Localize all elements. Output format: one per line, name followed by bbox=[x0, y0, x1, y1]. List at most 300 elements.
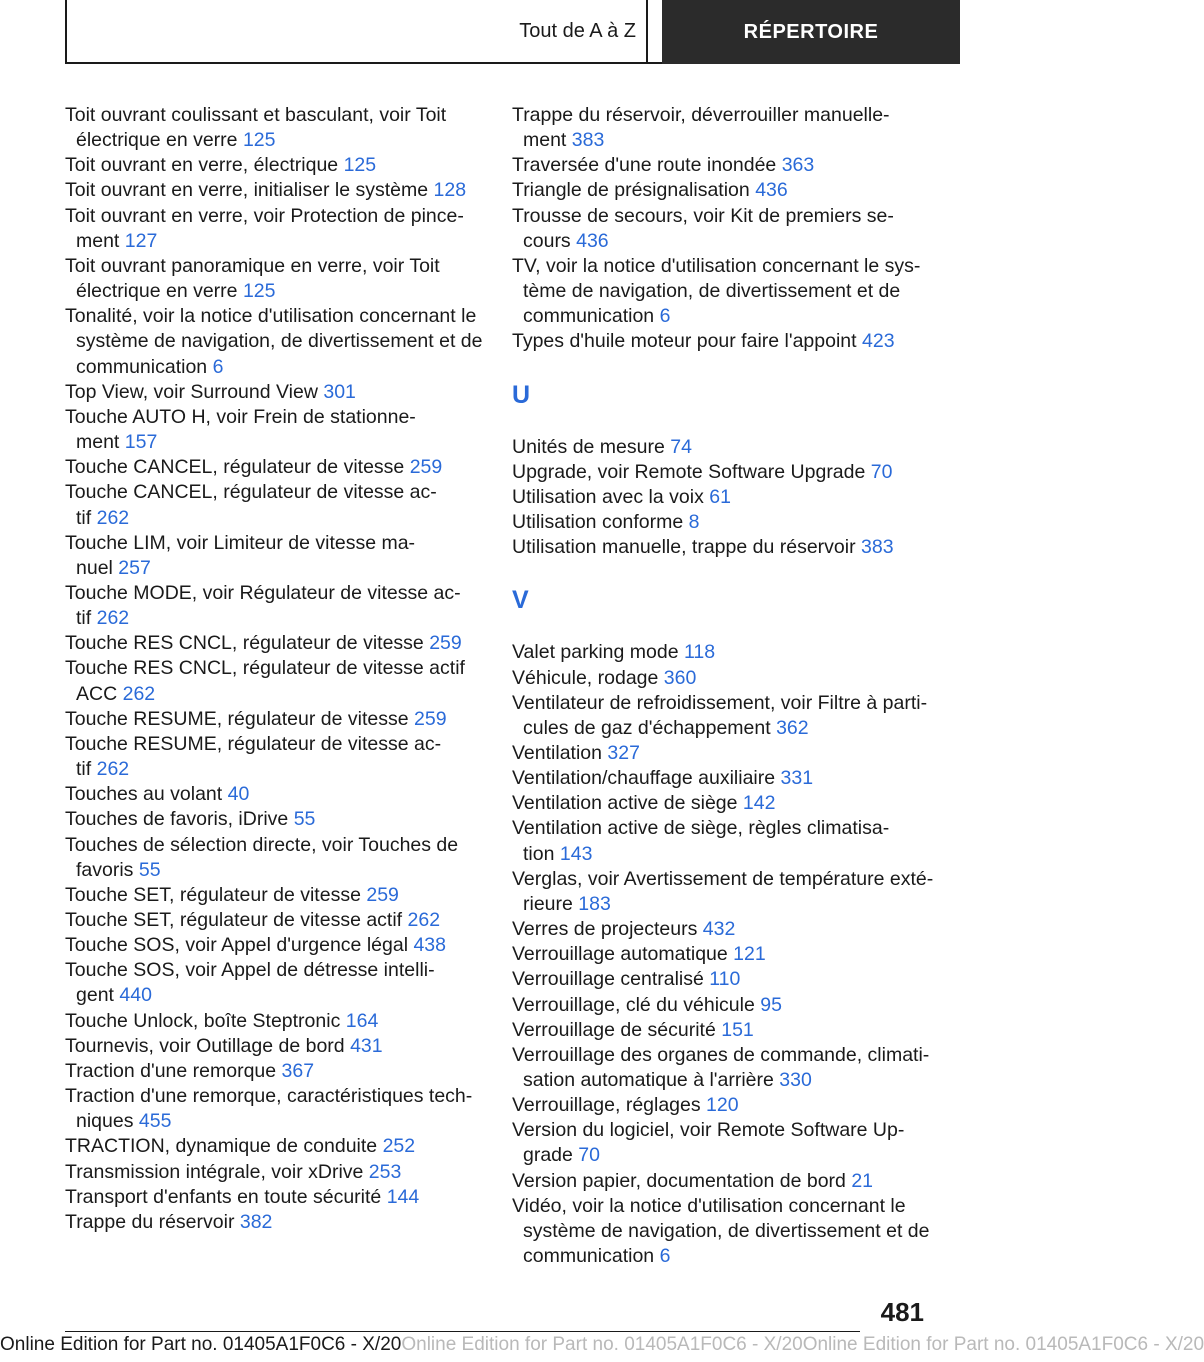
index-entry-text: communication bbox=[523, 305, 655, 328]
index-entry bbox=[65, 1059, 490, 1084]
header-divider bbox=[646, 0, 648, 62]
index-page-link[interactable]: 259 bbox=[414, 707, 447, 730]
index-entry-text: Touches au volant bbox=[65, 783, 223, 806]
index-entry-line bbox=[512, 279, 932, 304]
index-entry-text: Touche RES CNCL, régulateur de vitesse bbox=[65, 632, 424, 655]
index-column-right bbox=[512, 103, 932, 1269]
index-page-link[interactable]: 125 bbox=[343, 154, 377, 177]
index-entry-text: Ventilation active de siège bbox=[512, 792, 738, 815]
index-entry-text: Transmission intégrale, voir xDrive bbox=[65, 1160, 364, 1183]
index-page-link[interactable]: 436 bbox=[576, 229, 609, 252]
index-entry-text: Transport d'enfants en toute sécurité bbox=[65, 1185, 382, 1208]
index-entry-text: nuel bbox=[76, 556, 113, 579]
index-entry-line bbox=[65, 1210, 490, 1235]
index-page-link[interactable]: 144 bbox=[386, 1185, 420, 1208]
header-chapter-tab[interactable]: RÉPERTOIRE bbox=[662, 0, 960, 64]
index-entry bbox=[65, 103, 490, 153]
index-entry-line bbox=[65, 1009, 490, 1034]
index-entry-line bbox=[65, 128, 490, 153]
index-entry-line bbox=[512, 229, 932, 254]
index-column-left bbox=[65, 103, 490, 1235]
index-page-link[interactable]: 262 bbox=[122, 682, 156, 705]
index-entry bbox=[512, 640, 932, 665]
index-page-link[interactable]: 440 bbox=[119, 984, 152, 1007]
index-entry bbox=[512, 1043, 932, 1093]
header-left-rule bbox=[65, 0, 67, 64]
index-page-link[interactable]: 118 bbox=[684, 641, 716, 664]
index-page-link[interactable]: 125 bbox=[242, 129, 276, 152]
index-page-link[interactable]: 8 bbox=[688, 511, 700, 534]
index-entry-text: Ventilateur de refroidissement, voir Filtre à parti‐ bbox=[512, 691, 928, 714]
index-entry-line bbox=[65, 405, 490, 430]
index-entry bbox=[512, 993, 932, 1018]
index-entry bbox=[65, 782, 490, 807]
index-entry-text: Toit ouvrant coulissant et basculant, voir Toit bbox=[65, 104, 447, 126]
index-page-link[interactable]: 151 bbox=[721, 1018, 754, 1041]
index-entry-text: Verrouillage, réglages bbox=[512, 1094, 701, 1117]
index-entry-line bbox=[512, 942, 932, 967]
index-entry-line bbox=[512, 128, 932, 153]
index-entry-line bbox=[65, 430, 490, 455]
index-entry-text: Touche RESUME, régulateur de vitesse ac‐ bbox=[65, 732, 442, 755]
index-entry bbox=[512, 204, 932, 254]
index-page-link[interactable]: 455 bbox=[138, 1110, 172, 1133]
index-entry-line bbox=[512, 1018, 932, 1043]
index-entry bbox=[65, 1134, 490, 1159]
index-entry-text: ment bbox=[523, 129, 567, 152]
index-entry-text: Verglas, voir Avertissement de température exté‐ bbox=[512, 867, 934, 890]
index-entry-text: niques bbox=[76, 1110, 134, 1133]
index-entry-text: Traction d'une remorque, caractéristiques tech‐ bbox=[65, 1085, 473, 1108]
index-entry-text: Toit ouvrant en verre, initialiser le système bbox=[65, 179, 429, 202]
index-page-link[interactable]: 95 bbox=[760, 993, 782, 1016]
index-page-link[interactable]: 183 bbox=[578, 892, 611, 915]
index-entry-text: Touche MODE, voir Régulateur de vitesse ac‐ bbox=[65, 581, 461, 604]
index-entry bbox=[512, 178, 932, 203]
index-entry-text: Verrouillage automatique bbox=[512, 943, 728, 966]
index-entry bbox=[512, 535, 932, 560]
index-entry-line bbox=[65, 204, 490, 229]
index-page-link[interactable]: 382 bbox=[239, 1210, 273, 1233]
index-entry-line bbox=[65, 807, 490, 832]
index-entry bbox=[65, 178, 490, 203]
index-entry-line bbox=[65, 732, 490, 757]
index-page-link[interactable]: 127 bbox=[124, 229, 158, 252]
index-page-link[interactable]: 164 bbox=[345, 1009, 379, 1032]
index-entry-line bbox=[512, 691, 932, 716]
index-entry-text: Trappe du réservoir, déverrouiller manuelle‐ bbox=[512, 104, 890, 126]
index-entry bbox=[65, 807, 490, 832]
index-entry bbox=[512, 254, 932, 329]
index-entry-text: Touche AUTO H, voir Frein de stationne‐ bbox=[65, 405, 416, 428]
index-entry-line bbox=[512, 842, 932, 867]
index-page-link[interactable]: 363 bbox=[781, 154, 815, 177]
index-entry-line bbox=[65, 304, 490, 329]
index-page-link[interactable]: 259 bbox=[409, 456, 443, 479]
index-page-link[interactable]: 6 bbox=[212, 355, 224, 378]
index-entry-line bbox=[512, 1244, 932, 1269]
index-entry bbox=[512, 1018, 932, 1043]
index-entry-text: Ventilation bbox=[512, 741, 602, 764]
index-entry-line bbox=[512, 640, 932, 665]
index-entry-text: Touche SOS, voir Appel de détresse intelli‐ bbox=[65, 959, 435, 982]
index-entry-line bbox=[512, 435, 932, 460]
index-page-link[interactable]: 55 bbox=[138, 858, 161, 881]
index-entry-text: Utilisation manuelle, trappe du réservoir bbox=[512, 536, 856, 559]
index-entry-text: Touche RES CNCL, régulateur de vitesse actif bbox=[65, 657, 465, 680]
index-entry-line bbox=[65, 153, 490, 178]
index-entry bbox=[512, 1118, 932, 1168]
index-entry-line bbox=[512, 892, 932, 917]
index-entry-text: Touche SET, régulateur de vitesse bbox=[65, 883, 361, 906]
index-entry bbox=[65, 455, 490, 480]
index-page-link[interactable]: 125 bbox=[242, 280, 276, 303]
index-entry-text: Touche LIM, voir Limiteur de vitesse ma‐ bbox=[65, 531, 416, 554]
index-entry-text: Upgrade, voir Remote Software Upgrade bbox=[512, 460, 866, 483]
index-page-link[interactable]: 157 bbox=[124, 431, 158, 454]
index-entry-line bbox=[65, 1185, 490, 1210]
index-entry-text: Vidéo, voir la notice d'utilisation concernant le bbox=[512, 1194, 906, 1217]
index-entry-text: Toit ouvrant en verre, électrique bbox=[65, 154, 339, 177]
index-page-link[interactable]: 438 bbox=[413, 934, 446, 957]
index-entry-line bbox=[65, 958, 490, 983]
index-page-link[interactable]: 436 bbox=[755, 179, 788, 202]
index-page-link[interactable]: 262 bbox=[96, 506, 130, 529]
index-entry-text: Touche Unlock, boîte Steptronic bbox=[65, 1009, 341, 1032]
index-page-link[interactable]: 6 bbox=[659, 1245, 671, 1268]
index-entry bbox=[512, 435, 932, 460]
index-page-link[interactable]: 423 bbox=[862, 330, 895, 353]
index-entry-text: tif bbox=[76, 758, 92, 781]
index-entry-text: Version du logiciel, voir Remote Software Up‐ bbox=[512, 1119, 905, 1142]
page-number: 481 bbox=[880, 1297, 924, 1327]
index-entry bbox=[65, 480, 490, 530]
index-entry-text: tif bbox=[76, 607, 92, 630]
index-entry-line bbox=[512, 1068, 932, 1093]
index-page-link[interactable]: 262 bbox=[407, 909, 441, 931]
index-entry-line bbox=[512, 766, 932, 791]
index-entry-line bbox=[65, 178, 490, 203]
index-entry bbox=[65, 1185, 490, 1210]
index-entry bbox=[65, 1160, 490, 1185]
header-section-title: Tout de A à Z bbox=[519, 19, 636, 42]
index-entry-text: sation automatique à l'arrière bbox=[523, 1069, 774, 1091]
index-entry-text: tion bbox=[523, 842, 555, 865]
index-page-link[interactable]: 70 bbox=[578, 1144, 600, 1167]
index-entry-line bbox=[65, 1109, 490, 1134]
index-entry bbox=[65, 732, 490, 782]
index-entry-line bbox=[512, 1219, 932, 1244]
index-entry-text: Traversée d'une route inondée bbox=[512, 154, 777, 177]
index-entry bbox=[512, 666, 932, 691]
index-entry-line bbox=[65, 103, 490, 128]
index-page-link[interactable]: 61 bbox=[709, 485, 731, 508]
index-entry-line bbox=[65, 883, 490, 908]
index-entry-text: Véhicule, rodage bbox=[512, 666, 659, 689]
index-entry-line bbox=[65, 983, 490, 1008]
index-page-link[interactable]: 142 bbox=[742, 792, 776, 815]
index-entry-text: ACC bbox=[76, 682, 118, 705]
index-page-link[interactable]: 128 bbox=[433, 179, 467, 202]
index-entry-text: communication bbox=[76, 355, 208, 378]
index-entry bbox=[65, 707, 490, 732]
index-entry bbox=[65, 631, 490, 656]
index-entry-text: tème de navigation, de divertissement et de bbox=[523, 280, 901, 303]
index-entry bbox=[512, 153, 932, 178]
index-entry bbox=[512, 1093, 932, 1118]
index-entry-text: Trappe du réservoir bbox=[65, 1210, 235, 1233]
index-entry-line bbox=[512, 254, 932, 279]
index-page-link[interactable]: 262 bbox=[96, 758, 130, 781]
index-entry bbox=[65, 1210, 490, 1235]
index-entry-line bbox=[65, 506, 490, 531]
index-entry-text: système de navigation, de divertissement et de bbox=[76, 330, 483, 353]
index-page-link[interactable]: 252 bbox=[382, 1135, 416, 1158]
index-page-link[interactable]: 257 bbox=[118, 556, 151, 579]
footer-edition bbox=[0, 1334, 1204, 1356]
index-entry-line bbox=[512, 666, 932, 691]
index-entry-line bbox=[512, 791, 932, 816]
index-entry-text: électrique en verre bbox=[76, 129, 238, 152]
index-entry bbox=[512, 867, 932, 917]
index-entry-line bbox=[512, 741, 932, 766]
index-entry bbox=[512, 967, 932, 992]
index-page-link[interactable]: 360 bbox=[663, 666, 697, 689]
index-entry-text: tif bbox=[76, 506, 92, 529]
index-entry-text: Touche SET, régulateur de vitesse actif bbox=[65, 909, 403, 931]
index-entry-text: Toit ouvrant panoramique en verre, voir Toit bbox=[65, 254, 440, 277]
index-entry-text: Tournevis, voir Outillage de bord bbox=[65, 1034, 345, 1057]
index-page-link[interactable]: 431 bbox=[350, 1034, 383, 1057]
index-page-link[interactable]: 21 bbox=[851, 1169, 874, 1192]
index-entry-text: Touches de favoris, iDrive bbox=[65, 808, 289, 831]
index-entry-text: Tonalité, voir la notice d'utilisation concernant le bbox=[65, 305, 477, 328]
index-entry-line bbox=[512, 510, 932, 535]
index-entry-line bbox=[512, 716, 932, 741]
index-entry-line bbox=[65, 1134, 490, 1159]
index-page-link[interactable]: 253 bbox=[368, 1160, 402, 1183]
index-entry bbox=[512, 942, 932, 967]
index-entry-line bbox=[512, 993, 932, 1018]
index-entry bbox=[65, 933, 490, 958]
index-page-link[interactable]: 432 bbox=[702, 918, 736, 941]
index-entry bbox=[65, 581, 490, 631]
index-entry-text: Unités de mesure bbox=[512, 435, 665, 458]
index-entry-line bbox=[512, 460, 932, 485]
index-entry-text: grade bbox=[523, 1144, 573, 1167]
index-entry-line bbox=[65, 380, 490, 405]
index-letter-heading: V bbox=[512, 586, 529, 615]
index-page-link[interactable]: 110 bbox=[709, 968, 741, 991]
index-entry-line bbox=[512, 1169, 932, 1194]
index-letter-heading: U bbox=[512, 380, 531, 409]
index-entry-line bbox=[512, 1118, 932, 1143]
index-entry-text: Utilisation conforme bbox=[512, 511, 684, 534]
index-page-link[interactable]: 383 bbox=[861, 536, 894, 559]
index-entry-line bbox=[65, 707, 490, 732]
index-entry-text: Types d'huile moteur pour faire l'appoint bbox=[512, 330, 857, 353]
index-entry bbox=[65, 204, 490, 254]
index-entry-line bbox=[65, 556, 490, 581]
index-entry bbox=[65, 908, 490, 933]
index-page-link[interactable]: 327 bbox=[607, 741, 640, 764]
index-entry-line bbox=[512, 1143, 932, 1168]
index-entry bbox=[65, 380, 490, 405]
index-page-link[interactable]: 262 bbox=[96, 607, 130, 630]
index-entry-text: Touche CANCEL, régulateur de vitesse bbox=[65, 456, 405, 479]
index-entry-text: Verres de projecteurs bbox=[512, 918, 698, 941]
index-entry-text: électrique en verre bbox=[76, 280, 238, 303]
index-entry-line bbox=[65, 606, 490, 631]
index-entry-line bbox=[65, 254, 490, 279]
index-entry-line bbox=[512, 103, 932, 128]
index-page-link[interactable]: 143 bbox=[559, 842, 593, 865]
index-entry-text: TRACTION, dynamique de conduite bbox=[65, 1135, 378, 1158]
index-entry-text: Touche RESUME, régulateur de vitesse bbox=[65, 707, 409, 730]
index-entry-line bbox=[512, 867, 932, 892]
index-entry bbox=[512, 460, 932, 485]
index-entry-line bbox=[65, 480, 490, 505]
index-entry bbox=[65, 883, 490, 908]
index-page-link[interactable]: 330 bbox=[779, 1069, 812, 1091]
index-entry-text: rieure bbox=[523, 892, 573, 915]
index-entry-line bbox=[65, 1160, 490, 1185]
index-entry bbox=[512, 766, 932, 791]
index-entry-text: Top View, voir Surround View bbox=[65, 380, 318, 403]
index-entry-line bbox=[65, 656, 490, 681]
index-entry-text: Valet parking mode bbox=[512, 641, 679, 664]
index-page-link[interactable]: 259 bbox=[429, 632, 462, 655]
index-entry-line bbox=[512, 816, 932, 841]
index-entry-line bbox=[65, 757, 490, 782]
index-entry-line bbox=[65, 279, 490, 304]
index-entry bbox=[512, 816, 932, 866]
index-entry-line bbox=[65, 1059, 490, 1084]
index-entry bbox=[512, 485, 932, 510]
index-entry-text: Trousse de secours, voir Kit de premiers se‐ bbox=[512, 204, 894, 227]
index-entry bbox=[65, 531, 490, 581]
index-entry bbox=[65, 656, 490, 706]
index-entry bbox=[65, 254, 490, 304]
index-entry-text: Touches de sélection directe, voir Touches de bbox=[65, 833, 459, 856]
footer-watermark: Online Edition for Part no. 01405A1F0C6 - X/20Online Edition for Part no. 01405A1F0C6 - X/20 bbox=[401, 1334, 1204, 1355]
index-entry-line bbox=[512, 1194, 932, 1219]
index-entry-line bbox=[512, 329, 932, 354]
index-entry-text: Verrouillage de sécurité bbox=[512, 1018, 716, 1041]
index-entry-text: Toit ouvrant en verre, voir Protection de pince‐ bbox=[65, 204, 464, 227]
index-entry bbox=[65, 1009, 490, 1034]
index-entry-line bbox=[65, 631, 490, 656]
index-entry-text: ment bbox=[76, 431, 120, 454]
index-page-link[interactable]: 120 bbox=[706, 1094, 739, 1117]
index-entry bbox=[512, 103, 932, 153]
index-entry-text: Verrouillage centralisé bbox=[512, 968, 704, 991]
index-entry-text: Ventilation active de siège, règles climatisa‐ bbox=[512, 817, 890, 840]
index-entry-line bbox=[65, 329, 490, 354]
index-entry-line bbox=[65, 782, 490, 807]
index-page-link[interactable]: 331 bbox=[780, 767, 814, 790]
index-entry bbox=[65, 304, 490, 379]
index-entry-text: Touche CANCEL, régulateur de vitesse ac‐ bbox=[65, 481, 437, 504]
index-entry-line bbox=[512, 153, 932, 178]
index-entry-text: TV, voir la notice d'utilisation concernant le sys‐ bbox=[512, 254, 921, 277]
index-entry-text: ment bbox=[76, 229, 120, 252]
index-entry-line bbox=[65, 1034, 490, 1059]
index-entry-line bbox=[65, 858, 490, 883]
index-entry bbox=[512, 510, 932, 535]
index-entry-line bbox=[65, 581, 490, 606]
index-entry-line bbox=[65, 1084, 490, 1109]
index-entry-line bbox=[512, 917, 932, 942]
index-entry bbox=[65, 958, 490, 1008]
index-page-link[interactable]: 259 bbox=[366, 883, 399, 906]
index-entry bbox=[65, 1034, 490, 1059]
index-entry-text: gent bbox=[76, 984, 114, 1007]
index-entry-text: Traction d'une remorque bbox=[65, 1059, 277, 1082]
index-entry-line bbox=[512, 535, 932, 560]
index-page-link[interactable]: 6 bbox=[659, 305, 671, 328]
index-entry-line bbox=[65, 355, 490, 380]
footer-edition-text: Online Edition for Part no. 01405A1F0C6 - X/20 bbox=[0, 1334, 402, 1355]
index-entry-line bbox=[512, 485, 932, 510]
index-entry-line bbox=[512, 204, 932, 229]
index-entry-text: Triangle de présignalisation bbox=[512, 179, 750, 202]
index-entry-text: cours bbox=[523, 229, 571, 252]
index-entry-line bbox=[65, 833, 490, 858]
index-entry bbox=[512, 791, 932, 816]
index-page-link[interactable]: 74 bbox=[670, 435, 692, 458]
index-page-link[interactable]: 70 bbox=[870, 460, 893, 483]
index-entry bbox=[65, 405, 490, 455]
index-entry-line bbox=[65, 933, 490, 958]
index-entry-text: Utilisation avec la voix bbox=[512, 485, 704, 508]
index-entry-text: Verrouillage des organes de commande, climati‐ bbox=[512, 1043, 930, 1066]
index-entry-line bbox=[512, 304, 932, 329]
index-page-link[interactable]: 383 bbox=[571, 129, 605, 152]
index-entry bbox=[65, 833, 490, 883]
index-entry-text: Verrouillage, clé du véhicule bbox=[512, 993, 755, 1016]
index-entry bbox=[512, 691, 932, 741]
index-entry bbox=[512, 741, 932, 766]
index-entry-text: Version papier, documentation de bord bbox=[512, 1169, 846, 1192]
index-entry-text: favoris bbox=[76, 858, 134, 881]
index-entry bbox=[65, 1084, 490, 1134]
index-entry-text: cules de gaz d'échappement bbox=[523, 716, 771, 739]
index-page-link[interactable]: 367 bbox=[281, 1059, 315, 1082]
index-entry-text: Touche SOS, voir Appel d'urgence légal bbox=[65, 934, 409, 957]
index-page-link[interactable]: 301 bbox=[323, 380, 356, 403]
index-entry-line bbox=[65, 455, 490, 480]
index-entry bbox=[512, 1169, 932, 1194]
index-entry-text: Ventilation/chauffage auxiliaire bbox=[512, 767, 776, 790]
index-entry bbox=[512, 917, 932, 942]
index-page-link[interactable]: 121 bbox=[733, 943, 766, 966]
index-entry-text: système de navigation, de divertissement et de bbox=[523, 1219, 930, 1242]
index-page-link[interactable]: 55 bbox=[293, 808, 316, 831]
index-entry-line bbox=[512, 1043, 932, 1068]
index-entry-line bbox=[65, 531, 490, 556]
footer-rule bbox=[65, 1331, 860, 1332]
index-entry bbox=[512, 329, 932, 354]
index-entry-line bbox=[512, 1093, 932, 1118]
index-entry-line bbox=[512, 178, 932, 203]
index-page-link[interactable]: 40 bbox=[227, 783, 250, 806]
index-entry-line bbox=[65, 908, 490, 933]
index-entry bbox=[65, 153, 490, 178]
index-entry bbox=[512, 1194, 932, 1269]
index-entry-line bbox=[65, 229, 490, 254]
index-page-link[interactable]: 362 bbox=[776, 716, 809, 739]
